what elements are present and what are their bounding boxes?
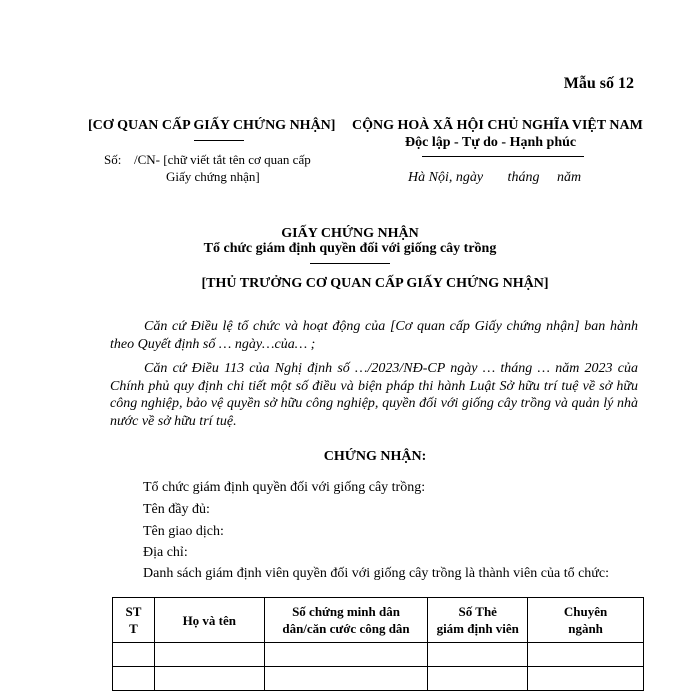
table-cell xyxy=(113,643,155,667)
preamble-paragraph-2: Căn cứ Điều 113 của Nghị định số …/2023/NĐ-CP ngày … tháng … năm 2023 của Chính phủ quy định chi tiết một số điều và biện pháp thi hành Luật Sở hữu trí tuệ về sở hữu công nghiệp, bảo vệ quyền sở hữu công nghiệp, quyền đối với giống cây trồng và quản lý nhà nước về sở hữu trí tuệ. xyxy=(110,361,638,429)
place-date: Hà Nội, ngày tháng năm xyxy=(408,170,582,185)
form-number: Mẫu số 12 xyxy=(563,75,634,92)
preamble-paragraph-1: Căn cứ Điều lệ tổ chức và hoạt động của [Cơ quan cấp Giấy chứng nhận] ban hành theo Quyết định số … ngày…của… ; xyxy=(110,319,638,352)
full-name-line: Tên đầy đủ: xyxy=(143,502,210,517)
table-cell xyxy=(428,643,528,667)
header-id-number: Số chứng minh dân dân/căn cước công dân xyxy=(264,598,428,643)
document-number-line1 xyxy=(104,151,311,168)
org-line: Tổ chức giám định quyền đối với giống cây trồng: xyxy=(143,480,426,495)
table-cell xyxy=(264,667,428,691)
number-label: Số: xyxy=(104,152,122,167)
header-card-number: Số Thẻ giám định viên xyxy=(428,598,528,643)
certify-heading: CHỨNG NHẬN: xyxy=(323,449,427,464)
nation-heading: CỘNG HOÀ XÃ HỘI CHỦ NGHĨA VIỆT NAM xyxy=(352,118,643,133)
authority-heading: [THỦ TRƯỞNG CƠ QUAN CẤP GIẤY CHỨNG NHẬN] xyxy=(201,276,549,291)
table-cell xyxy=(528,667,644,691)
member-table xyxy=(112,597,644,691)
table-cell xyxy=(528,643,644,667)
table-cell xyxy=(428,667,528,691)
number-value: /CN- [chữ viết tắt tên cơ quan cấp xyxy=(134,152,311,167)
agency-underline xyxy=(194,140,244,141)
address-line: Địa chỉ: xyxy=(143,545,188,560)
trade-name-line: Tên giao dịch: xyxy=(143,524,224,539)
table-cell xyxy=(113,667,155,691)
header-stt: ST T xyxy=(113,598,155,643)
document-number xyxy=(104,151,311,185)
table-cell xyxy=(264,643,428,667)
motto-underline xyxy=(422,156,584,157)
document-title: GIẤY CHỨNG NHẬN xyxy=(281,226,419,241)
title-underline xyxy=(310,263,390,264)
document-subtitle: Tổ chức giám định quyền đối với giống cây trồng xyxy=(203,241,497,256)
header-specialty: Chuyên ngành xyxy=(528,598,644,643)
table-cell xyxy=(154,643,264,667)
table-cell xyxy=(154,667,264,691)
table-row xyxy=(113,667,644,691)
national-motto: Độc lập - Tự do - Hạnh phúc xyxy=(405,135,577,150)
issuing-agency: [CƠ QUAN CẤP GIẤY CHỨNG NHẬN] xyxy=(88,118,336,133)
table-row xyxy=(113,643,644,667)
document-number-line2: Giấy chứng nhận] xyxy=(166,169,260,184)
table-header-row xyxy=(113,598,644,643)
header-name: Họ và tên xyxy=(154,598,264,643)
member-list-line: Danh sách giám định viên quyền đối với giống cây trồng là thành viên của tổ chức: xyxy=(143,566,609,581)
